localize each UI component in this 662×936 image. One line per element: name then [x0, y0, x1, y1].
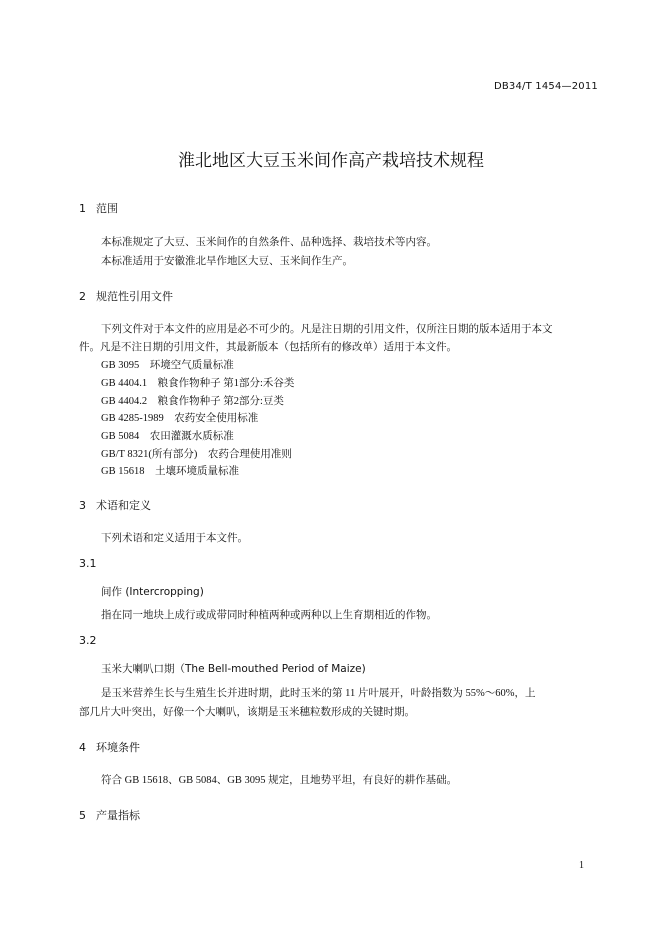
section-number: 3	[79, 499, 86, 512]
section-number: 4	[79, 741, 86, 754]
reference-item: GB 5084 农田灌溉水质标准	[101, 431, 234, 442]
paragraph: 本标准规定了大豆、玉米间作的自然条件、品种选择、栽培技术等内容。	[101, 237, 437, 248]
term-title: 玉米大喇叭口期（The Bell-mouthed Period of Maize)	[101, 663, 366, 675]
paragraph: 下列文件对于本文件的应用是必不可少的。凡是注日期的引用文件，仅所注日期的版本适用于本文	[101, 324, 553, 335]
section-1-heading	[79, 200, 118, 216]
standard-code: DB34/T 1454—2011	[493, 81, 598, 92]
section-title: 环境条件	[96, 741, 140, 754]
section-title: 产量指标	[96, 809, 140, 822]
reference-item: GB 4404.1 粮食作物种子 第1部分:禾谷类	[101, 378, 295, 389]
section-title: 范围	[96, 202, 118, 215]
term-definition: 部几片大叶突出，好像一个大喇叭，该期是玉米穗粒数形成的关键时期。	[79, 707, 415, 718]
document-title: 淮北地区大豆玉米间作高产栽培技术规程	[178, 151, 484, 171]
section-5-heading	[79, 807, 140, 823]
section-4-heading	[79, 739, 140, 755]
paragraph: 件。凡是不注日期的引用文件，其最新版本（包括所有的修改单）适用于本文件。	[79, 342, 457, 353]
term-number: 3.1	[79, 557, 97, 570]
term-number: 3.2	[79, 634, 97, 647]
paragraph: 符合 GB 15618、GB 5084、GB 3095 规定，且地势平坦，有良好的耕作基础。	[101, 775, 458, 786]
section-number: 5	[79, 809, 86, 822]
section-title: 术语和定义	[96, 499, 151, 512]
page-number: 1	[579, 860, 584, 871]
section-number: 1	[79, 202, 86, 215]
section-2-heading	[79, 288, 173, 304]
reference-item: GB 4404.2 粮食作物种子 第2部分:豆类	[101, 396, 284, 407]
section-title: 规范性引用文件	[96, 290, 173, 303]
reference-item: GB/T 8321(所有部分) 农药合理使用准则	[101, 449, 292, 460]
paragraph: 下列术语和定义适用于本文件。	[101, 533, 248, 544]
reference-item: GB 3095 环境空气质量标准	[101, 360, 234, 371]
term-definition: 是玉米营养生长与生殖生长并进时期，此时玉米的第 11 片叶展开，叶龄指数为 55%～60%，上	[101, 688, 536, 699]
term-title: 间作 (Intercropping)	[101, 586, 204, 598]
reference-item: GB 4285-1989 农药安全使用标准	[101, 413, 259, 424]
section-3-heading	[79, 497, 151, 513]
reference-item: GB 15618 土壤环境质量标准	[101, 466, 239, 477]
section-number: 2	[79, 290, 86, 303]
paragraph: 本标准适用于安徽淮北旱作地区大豆、玉米间作生产。	[101, 256, 353, 267]
term-definition: 指在同一地块上成行或成带同时种植两种或两种以上生育期相近的作物。	[101, 610, 437, 621]
